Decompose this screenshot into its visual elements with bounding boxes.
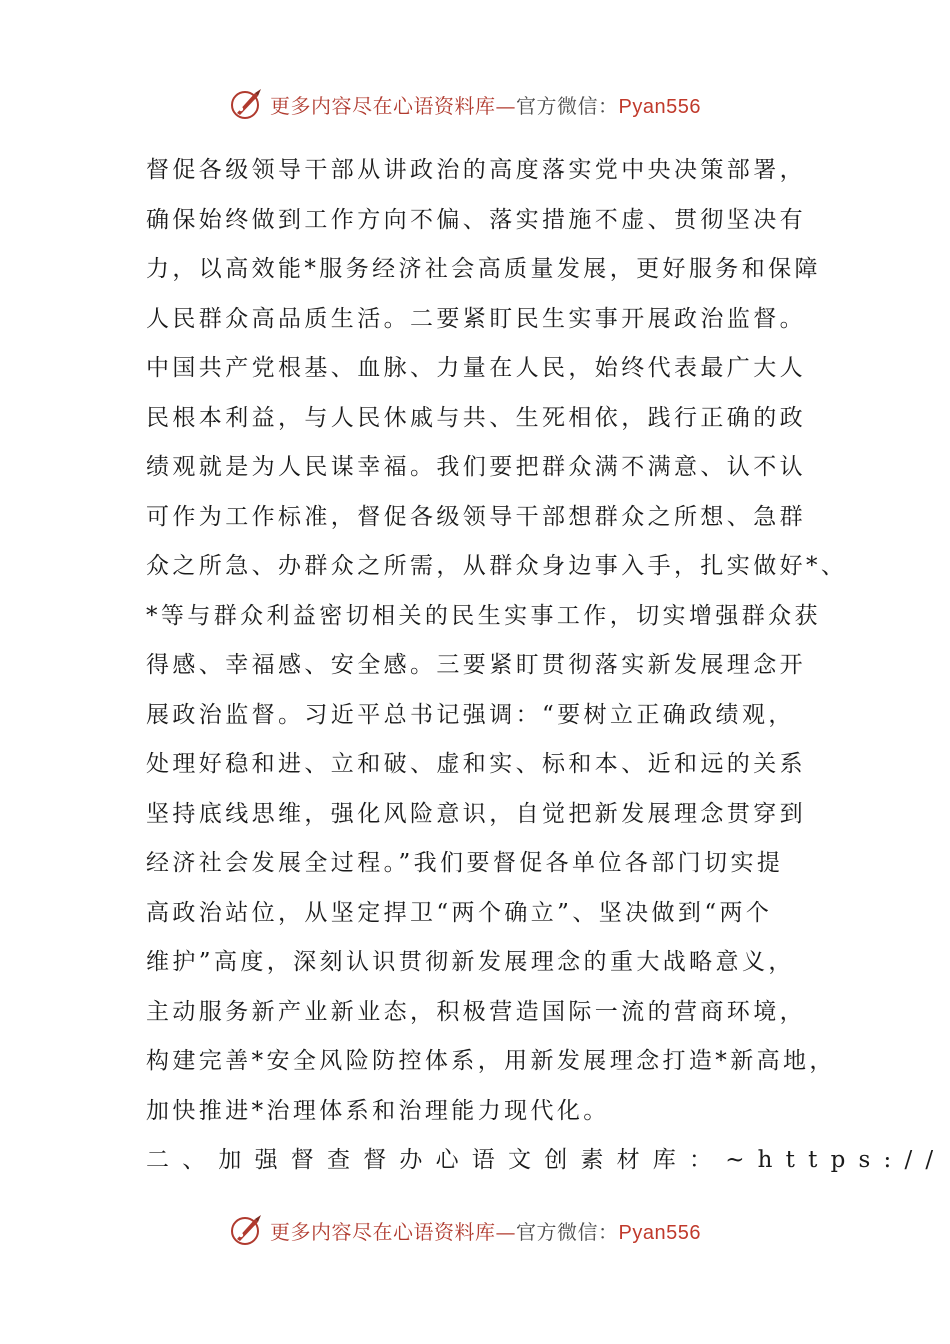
section-heading: 二、加强督查督办心语文创素材库：~https:// (146, 1147, 947, 1173)
banner-slogan: 更多内容尽在心语资料库 (270, 93, 496, 118)
text-line: 加快推进*治理体系和治理能力现代化。 (146, 1097, 610, 1124)
text-line: 构建完善*安全风险防控体系，用新发展理念打造*新高地， (146, 1048, 836, 1074)
text-line: 维护”高度，深刻认识贯彻新发展理念的重大战略意义， (146, 949, 795, 975)
text-line: 督促各级领导干部从讲政治的高度落实党中央决策部署， (146, 157, 806, 183)
quill-pen-logo-icon (228, 1212, 264, 1248)
wechat-id: Pyan556 (618, 1221, 701, 1244)
text-line: *等与群众利益密切相关的民生实事工作，切实增强群众获 (146, 602, 821, 629)
document-body (146, 146, 947, 1186)
text-line: 可作为工作标准，督促各级领导干部想群众之所想、急群 (146, 503, 806, 530)
banner-slogan: 更多内容尽在心语资料库 (270, 1219, 496, 1244)
banner-dash: — (495, 1219, 516, 1244)
text-line: 主动服务新产业新业态，积极营造国际一流的营商环境， (146, 998, 806, 1025)
text-line: 人民群众高品质生活。二要紧盯民生实事开展政治监督。 (146, 305, 806, 332)
banner-text (270, 90, 701, 119)
wechat-label: 官方微信： (516, 93, 619, 118)
text-line: 民根本利益，与人民休戚与共、生死相依，践行正确的政 (146, 404, 806, 431)
banner-text (270, 1216, 701, 1245)
banner-dash: — (495, 93, 516, 118)
footer-banner (228, 1210, 748, 1250)
text-line: 确保始终做到工作方向不偏、落实措施不虚、贯彻坚决有 (146, 206, 806, 233)
header-banner (228, 84, 748, 124)
text-line: 绩观就是为人民谋幸福。我们要把群众满不满意、认不认 (146, 454, 806, 480)
text-line: 展政治监督。习近平总书记强调：“要树立正确政绩观， (146, 701, 795, 728)
quill-pen-logo-icon (228, 86, 264, 122)
text-line: 处理好稳和进、立和破、虚和实、标和本、近和远的关系 (146, 751, 806, 777)
text-line: 坚持底线思维，强化风险意识，自觉把新发展理念贯穿到 (146, 800, 806, 827)
text-line: 力，以高效能*服务经济社会高质量发展，更好服务和保障 (146, 256, 821, 282)
text-line: 高政治站位，从坚定捍卫“两个确立”、坚决做到“两个 (146, 899, 773, 926)
wechat-id: Pyan556 (618, 95, 701, 118)
text-line: 中国共产党根基、血脉、力量在人民，始终代表最广大人 (146, 355, 806, 381)
text-line: 众之所急、办群众之所需，从群众身边事入手，扎实做好*、 (146, 553, 848, 579)
text-line: 得感、幸福感、安全感。三要紧盯贯彻落实新发展理念开 (146, 652, 806, 678)
wechat-label: 官方微信： (516, 1219, 619, 1244)
text-line: 经济社会发展全过程。”我们要督促各单位各部门切实提 (146, 850, 784, 876)
